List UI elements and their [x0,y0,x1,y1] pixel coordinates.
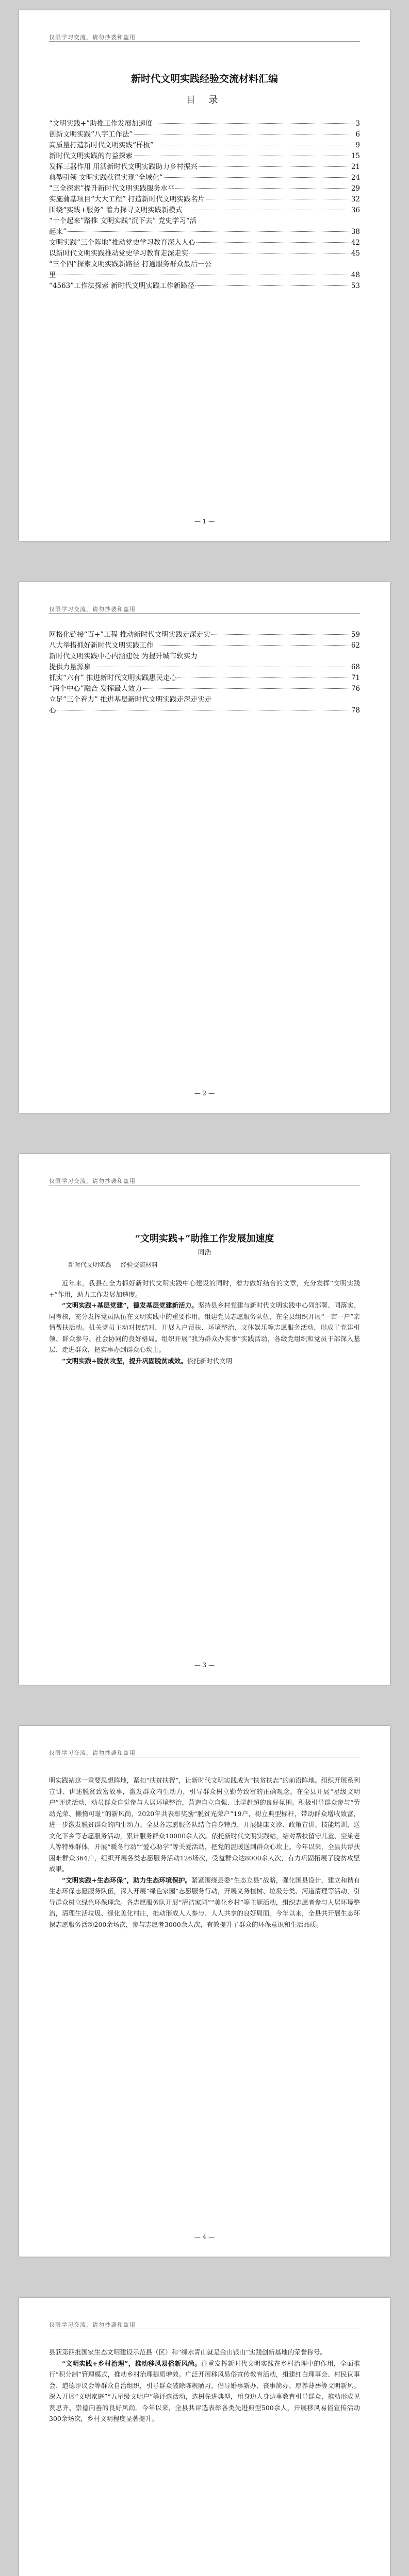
toc-entry[interactable]: 抓实“六有” 推进新时代文明实践惠民走心 71 [49,674,360,682]
paragraph-lead: “文明实践+生态环保”，助力生态环境保护。 [62,1876,192,1884]
toc-entry[interactable]: 高质量打造新时代文明实践“样板” 9 [49,141,360,149]
paragraph: “文明实践+乡村治理”，推动移风易俗新风尚。注重发挥新时代文明实践在乡村治理中的作用，全面推行“积分制”管理模式，推动乡村治理提质增效。广泛开展移风易俗宣传教育活动，组建红白理事会、村民议事会、道德评议会等群众自治组织，引导群众破除陈规陋习，倡导婚事新办、丧事简办、厚养薄葬等文明新风。深入开展“文明家庭”“五星级文明户”等评选活动，选树先进典型，用身边人身边事教育引导群众，推动形成见贤思齐、崇德向善的良好风尚。今年以来，全县共评选表彰各类先进典型500余人，开展移风易俗宣传活动300余场次，乡村文明程度显著提升。 [49,2359,360,2422]
toc-entry[interactable]: 八大举措抓好新时代文明实践工作 62 [49,641,360,650]
page-5 [19,2298,390,2576]
paragraph-lead: “文明实践+基层党建”，德发基层党建新活力。 [62,1301,198,1309]
table-of-contents [49,118,360,292]
toc-entry[interactable]: “三全探索”提升新时代文明实践服务水平 29 [49,184,360,193]
page-2 [19,582,390,1113]
page-1 [19,10,390,541]
paragraph-lead: “文明实践+乡村治理”，推动移风易俗新风尚。 [62,2359,201,2367]
article-body [49,1278,360,1366]
article-body [49,1775,360,1930]
paragraph-lead: “文明实践+脱贫攻坚，提升巩固脱贫成效。 [62,1357,187,1365]
page-3 [19,1154,390,1685]
toc-entry[interactable]: 典型引领 文明实践获得实现“全域化” 24 [49,174,360,182]
paragraph: “文明实践+基层党建”，德发基层党建新活力。坚持县乡村党建与新时代文明实践中心同部署、同落实、同考核，充分发挥党员队伍在文明实践中的重要作用。组建党员志愿服务队伍，在全县组织开展“一亩一户”亲情帮扶活动。机关党员主动对接结对，开展入户帮扶、环境整治、文体娱乐等志愿服务活动，形成了党建引领、群众参与、社会协同的良好格局。组织开展“我为群众办实事”实践活动，各级党组织和党员干部深入基层、走进群众，把实事办到群众心坎上。 [49,1301,360,1353]
toc-entry[interactable]: 新时代文明实践中心内涵建设 为提升城市软实力 提供力量源泉 68 [49,652,360,671]
paragraph: 明实践站这一重要思想阵地，紧扣“扶贫扶智”，让新时代文明实践成为“扶贫扶志”的前沿阵地。组织开展系列宣讲、讲述脱贫致富故事，激发群众内生动力，引导群众树立勤劳致富的正确观念。在全县开展“星级文明户”评选活动，动员群众自觉参与人居环境整治，营造自立自强、比学赶超的良好氛围。积极引导群众参与“劳动光荣、懒惰可耻”的新风尚，2020年共表彰奖励“脱贫光荣户”19户，树立典型标杆，带动群众增收致富，进一步激发脱贫群众的内生动力。全县各志愿服务队结合自身特点，开展健康义诊、政策宣讲、技能培训、送文化下乡等志愿服务活动，累计服务群众10000余人次。依托新时代文明实践站，结对帮扶留守儿童、空巢老人等特殊群体，开展“暖冬行动”“爱心助学”等关爱活动，把党的温暖送到群众心坎上。今年以来，全县共帮扶困难群众364户，组织开展各类志愿服务活动126场次，受益群众达8000余人次，有力巩固拓展了脱贫攻坚成果。 [49,1776,360,1873]
toc-entry[interactable]: 发挥三器作用 用活新时代文明实践助力乡村振兴 21 [49,163,360,171]
page-number: — 4 — [194,2233,215,2241]
toc-entry[interactable]: 网格化链接“百+”工程 推动新时代文明实践走深走实 59 [49,631,360,639]
header-rule [49,41,360,42]
toc-entry[interactable]: “文明实践+”助推工作发展加速度 3 [49,120,360,128]
table-of-contents-continued [49,630,360,716]
page-header: 仅限学习交流，请勿抄袭和盗用 [49,1178,136,1184]
paragraph: “文明实践+生态环保”，助力生态环境保护。紧紧围绕县委“生态立县”战略，强化国县设计，建立和谐有生态环保志愿服务队伍，深入开展“绿色家园”志愿服务行动，开展义务植树、垃圾分类、河道清理等活动，引导群众树立绿色环保理念。各志愿服务队开展“清洁家园”“美化乡村”等主题活动，组织志愿者参与人居环境整治，清理生活垃圾、绿化美化村庄，推动形成人人参与、人人共享的良好局面。今年以来，全县共开展生态环保志愿服务活动200余场次，参与志愿者3000余人次，有效提升了群众的环保意识和生活品质。 [49,1876,360,1928]
toc-entry[interactable]: 新时代文明实践的有益探索 15 [49,152,360,160]
toc-entry[interactable]: “4563”工作法探索 新时代文明实践工作新路径 53 [49,282,360,290]
header-rule [49,613,360,614]
paragraph: “文明实践+脱贫攻坚，提升巩固脱贫成效。依托新时代文明 [62,1357,233,1365]
document-title: 新时代文明实践经验交流材料汇编 [130,73,278,84]
page-header: 仅限学习交流，请勿抄袭和盗用 [49,34,136,41]
article-author: 同浩 [198,1249,211,1257]
toc-entry[interactable]: 文明实践“三个阵地”推动党史学习教育深入人心 42 [49,239,360,247]
page-header: 仅限学习交流，请勿抄袭和盗用 [49,2321,136,2328]
page-number: — 2 — [194,1090,215,1097]
article-title: “文明实践+”助推工作发展加速度 [135,1233,274,1244]
toc-entry[interactable]: 围绕“实践+服务” 着力探寻文明实践新模式 36 [49,206,360,214]
toc-entry[interactable]: “两个中心”融合 发挥最大效力 76 [49,685,360,693]
page-4 [19,1726,390,2257]
page-number: — 3 — [194,1662,215,1669]
toc-entry[interactable]: 以新时代文明实践推动党史学习教育走深走实 45 [49,249,360,258]
article-body [49,2347,360,2425]
article-keywords: 新时代文明实践 经验交流材料 [68,1261,158,1268]
toc-entry[interactable]: 立足“三个着力” 推进基层新时代文明实践走深走实走 心 78 [49,696,360,715]
toc-entry[interactable]: 实施蒲基项目“大大工程” 打造新时代文明实践名片 32 [49,195,360,204]
paragraph: 近年来，我县在全力抓好新时代文明实践中心建设的同时，着力做好结合的文章，充分发挥“文明实践+”作用，助力工作发展加速度。 [49,1279,360,1298]
toc-entry[interactable]: 创新文明实践“八字工作法” 6 [49,130,360,139]
page-number: — 1 — [194,518,215,525]
toc-heading: 目 录 [186,95,223,106]
paragraph: 县获第四批国家生态文明建设示范县（区）和“绿水青山就是金山银山”实践创新基地的荣誉称号。 [49,2348,326,2356]
page-header: 仅限学习交流，请勿抄袭和盗用 [49,606,136,613]
toc-entry[interactable]: “三个四”探索文明实践新路径 打通服务群众最后一公 里 48 [49,260,360,279]
page-header: 仅限学习交流，请勿抄袭和盗用 [49,1750,136,1756]
toc-entry[interactable]: “十个起来”路推 文明实践“沉下去” 党史学习“活 起来” 38 [49,217,360,236]
